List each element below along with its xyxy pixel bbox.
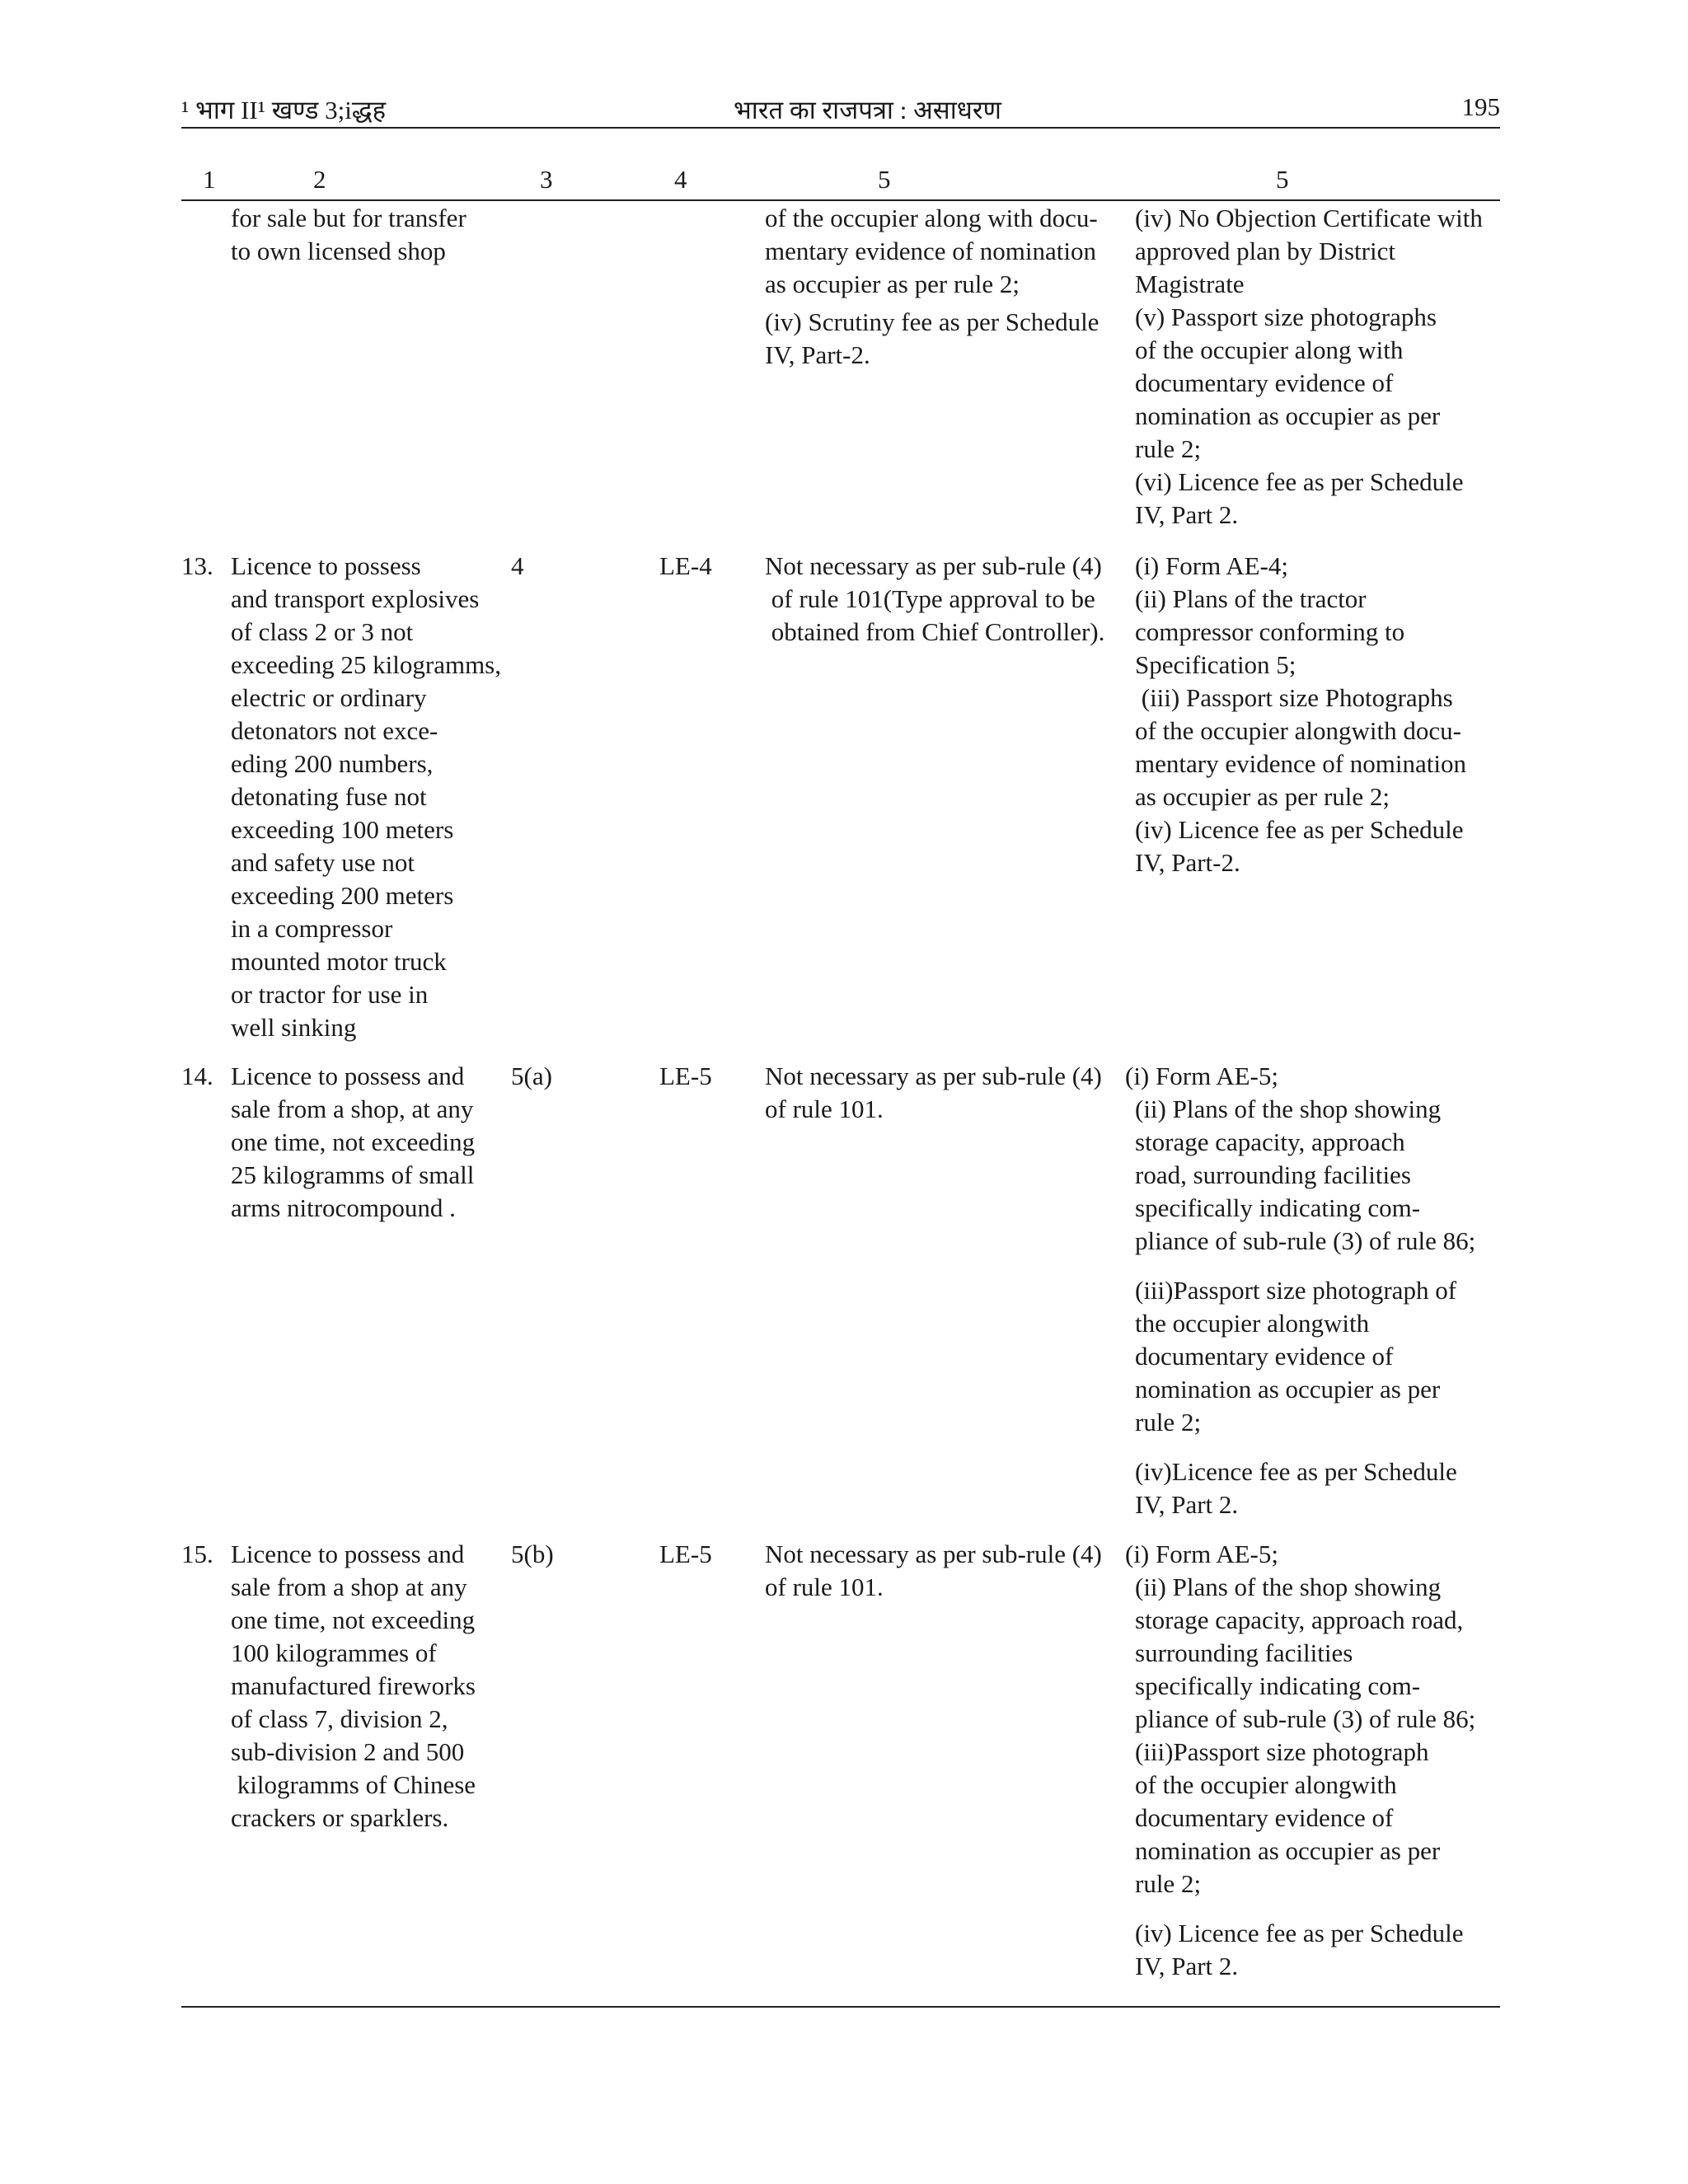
row-13-col5a: Not necessary as per sub-rule (4) of rule 101(Type approval to be obtained from Chief Controller).: [765, 551, 1105, 646]
row-13-col5b: (i) Form AE-4; (ii) Plans of the tractor compressor conforming to Specification 5; (iii) Passport size Photographs of the occupier alongwith docu- mentary evidence of nomination as occupier as per rule 2; (iv) Licence fee as per Schedule IV, Part-2.: [1135, 551, 1467, 877]
row-15-col2: Licence to possess and sale from a shop at any one time, not exceeding 100 kilogrammes of manufactured fireworks of class 7, division 2, sub-division 2 and 500 kilogramms of Chinese crackers or sparklers.: [231, 1540, 476, 1832]
column-number-4: 4: [674, 165, 687, 194]
row-14-sno: 14.: [181, 1062, 213, 1090]
row-13-col2: Licence to possess and transport explosives of class 2 or 3 not exceeding 25 kilogramms, electric or ordinary detonators not exce- eding 200 numbers, detonating fuse not exceeding 100 meters and safety use not exceeding 200 meters in a compressor mounted motor truck or tractor for use in well sinking: [231, 551, 501, 1042]
continued-row-col2: for sale but for transfer to own licensed shop: [231, 204, 467, 265]
header-section-label: ¹ भाग II¹ खण्ड 3;iद्धह: [181, 96, 387, 124]
continued-row-col5b: (iv) No Objection Certificate with approved plan by District Magistrate (v) Passport size photographs of the occupier along with documentary evidence of nomination as occupier as per rule 2; (vi) Licence fee as per Schedule IV, Part 2.: [1135, 204, 1483, 529]
continued-row-col5a: of the occupier along with docu- mentary evidence of nomination as occupier as per rule 2; (iv) Scrutiny fee as per Schedule IV, Part-2.: [765, 204, 1100, 369]
row-13-sno: 13.: [181, 551, 213, 580]
column-number-2: 2: [313, 165, 326, 194]
header-rule: [181, 127, 1500, 129]
header-gazette-title: भारत का राजपत्रा : असाधरण: [734, 96, 1001, 124]
row-15-col4: LE-5: [659, 1540, 712, 1568]
row-15-col3: 5(b): [511, 1540, 554, 1568]
row-14-col5a: Not necessary as per sub-rule (4) of rule 101.: [765, 1062, 1102, 1123]
column-number-1: 1: [203, 165, 216, 194]
row-14-col2: Licence to possess and sale from a shop, at any one time, not exceeding 25 kilogramms of small arms nitrocompound .: [231, 1062, 476, 1222]
row-13-col3: 4: [511, 551, 524, 580]
column-header-rule: [181, 199, 1500, 201]
column-number-5a: 5: [878, 165, 891, 194]
row-14-col4: LE-5: [659, 1062, 712, 1090]
row-14-col5b: (i) Form AE-5; (ii) Plans of the shop showing storage capacity, approach road, surrounding facilities specifically indicating com- pliance of sub-rule (3) of rule 86; (iii)Passport size photograph of the occupier alongwith documentary evidence of nomination as occupier as per rule 2; (iv)Licence fee as per Schedule IV, Part 2.: [1125, 1062, 1476, 1519]
row-15-col5b: (i) Form AE-5; (ii) Plans of the shop showing storage capacity, approach road, surrounding facilities specifically indicating com- pliance of sub-rule (3) of rule 86; (iii)Passport size photograph of the occupier alongwith documentary evidence of nomination as occupier as per rule 2; (iv) Licence fee as per Schedule IV, Part 2.: [1125, 1540, 1476, 1980]
footer-rule: [181, 2006, 1500, 2008]
row-15-sno: 15.: [181, 1540, 213, 1568]
row-15-col5a: Not necessary as per sub-rule (4) of rule 101.: [765, 1540, 1102, 1601]
column-number-5b: 5: [1276, 165, 1289, 194]
page-header: [181, 92, 1500, 132]
page-number: 195: [1461, 92, 1500, 121]
row-14-col3: 5(a): [511, 1062, 552, 1090]
row-13-col4: LE-4: [659, 551, 712, 580]
column-number-3: 3: [540, 165, 553, 194]
